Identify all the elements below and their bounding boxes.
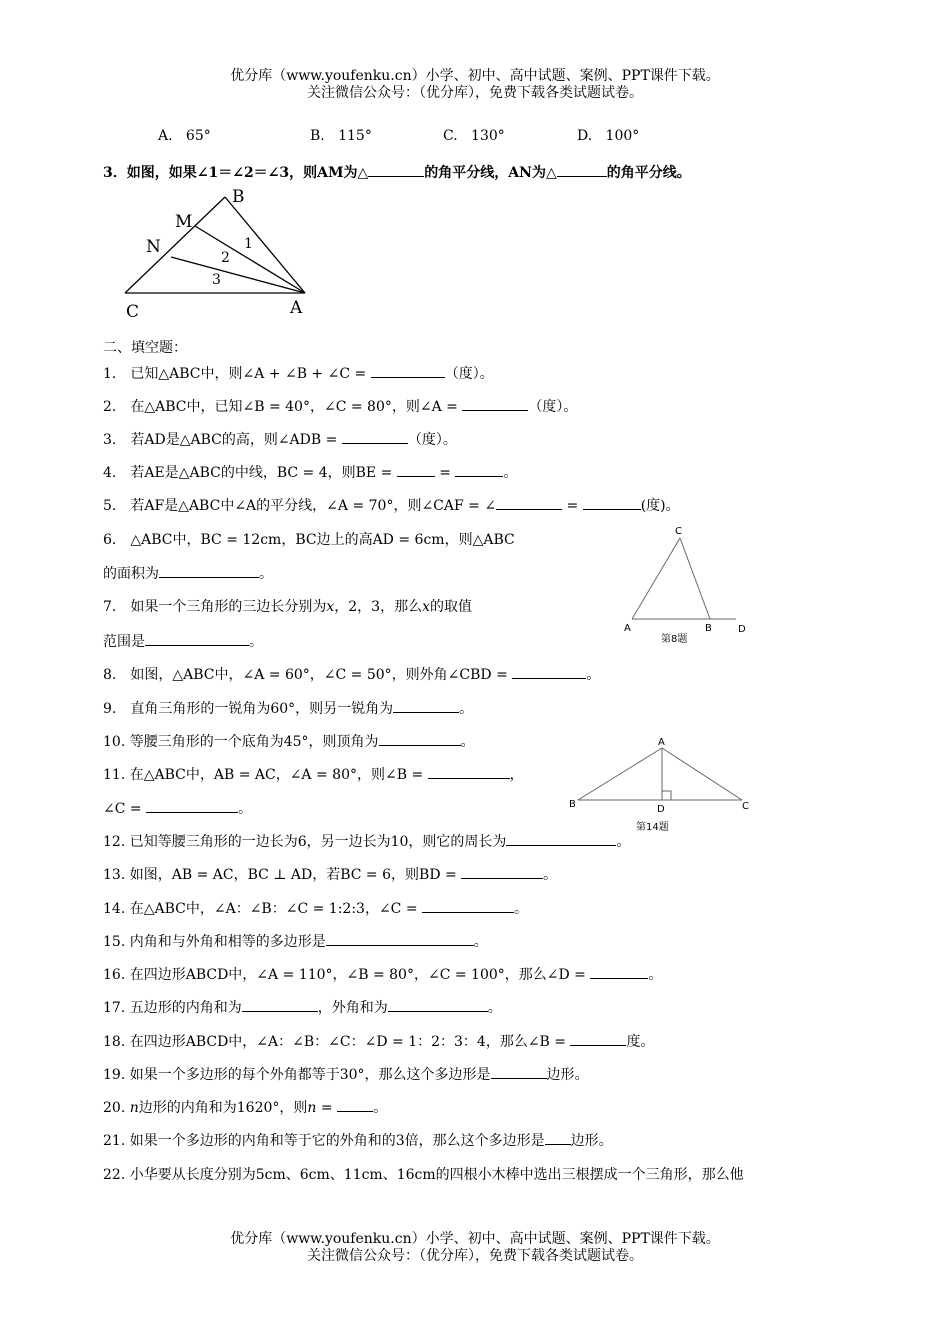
- section-title-fill-in: 二、填空题：: [103, 340, 187, 356]
- label-a: A: [658, 737, 665, 748]
- q-text: 14. 在△ABC中，∠A：∠B：∠C = 1:2:3，∠C =: [103, 901, 423, 917]
- q-text: 13. 如图，AB = AC，BC ⊥ AD，若BC = 6，则BD =: [103, 867, 462, 883]
- q-text: 11. 在△ABC中，AB = AC，∠A = 80°，则∠B =: [103, 767, 428, 783]
- choice-value: 130°: [471, 128, 505, 144]
- q-text: 。: [543, 867, 558, 883]
- q-text: 19. 如果一个多边形的每个外角都等于30°，那么这个多边形是: [103, 1067, 491, 1083]
- q-text: （度）。: [528, 399, 578, 415]
- q-text: 8. 如图，△ABC中，∠A = 60°，∠C = 50°，则外角∠CBD =: [103, 667, 513, 683]
- answer-blank[interactable]: [371, 365, 445, 378]
- q-text: 18. 在四边形ABCD中，∠A：∠B：∠C：∠D = 1：2：3：4，那么∠B =: [103, 1034, 571, 1050]
- variable-n: n: [129, 1100, 139, 1116]
- choice-letter: B.: [310, 128, 325, 144]
- fill-question-18: [103, 1031, 654, 1051]
- q-text: 12. 已知等腰三角形的一边长为6，另一边长为10，则它的周长为: [103, 834, 507, 850]
- label-c: C: [742, 801, 749, 812]
- fill-question-13: [103, 864, 557, 884]
- segment-an: [171, 257, 305, 293]
- answer-blank[interactable]: [491, 1066, 547, 1079]
- q-text: 。: [259, 566, 273, 582]
- answer-blank[interactable]: [545, 1132, 571, 1145]
- choice-letter: A.: [158, 128, 173, 144]
- answer-blank[interactable]: [512, 666, 586, 679]
- angle-label-3: 3: [212, 272, 221, 288]
- q-text: 范围是: [103, 634, 145, 650]
- q-text: 10. 等腰三角形的一个底角为45°，则顶角为: [103, 734, 379, 750]
- header-line-2: 关注微信公众号：（优分库），免费下载各类试题试卷。: [307, 85, 643, 101]
- right-angle-mark: [662, 791, 671, 800]
- fill-question-11-line-1: [103, 764, 524, 784]
- fill-question-16: [103, 964, 662, 984]
- fill-question-3: [103, 429, 457, 449]
- answer-blank[interactable]: [379, 733, 461, 746]
- q-text: 7. 如果一个三角形的三边长分别为: [103, 599, 327, 615]
- choice-a: [158, 128, 211, 144]
- choice-letter: D.: [577, 128, 593, 144]
- answer-blank[interactable]: [462, 398, 528, 411]
- fill-question-7-line-1: [103, 596, 472, 616]
- footer-line-2: 关注微信公众号：（优分库），免费下载各类试题试卷。: [307, 1248, 643, 1264]
- label-b: B: [232, 187, 245, 207]
- answer-blank[interactable]: [590, 966, 648, 979]
- fill-question-9: [103, 698, 473, 718]
- fill-question-22: 22. 小华要从长度分别为5cm、6cm、11cm、16cm的四根小木棒中选出三根摆成一个三角形，那么他: [103, 1167, 744, 1183]
- footer-line-1: 优分库（www.youfenku.cn）小学、初中、高中试题、案例、PPT课件下载。: [230, 1231, 720, 1247]
- q-text: ，外角和为: [317, 1000, 388, 1016]
- q-text: 。: [487, 1000, 502, 1016]
- variable-n: n: [307, 1100, 317, 1116]
- question-3-angle-bisector: [103, 162, 691, 182]
- q-text: 9. 直角三角形的一锐角为60°，则另一锐角为: [103, 701, 394, 717]
- q-text: 。: [648, 967, 663, 983]
- answer-blank[interactable]: [455, 464, 503, 477]
- label-d: D: [657, 804, 665, 815]
- q-text: ，: [509, 767, 524, 783]
- q-text: 。: [514, 901, 529, 917]
- answer-blank[interactable]: [326, 933, 474, 946]
- fill-question-21: [103, 1130, 613, 1150]
- label-d: D: [738, 624, 746, 635]
- choice-d: [577, 128, 639, 144]
- answer-blank[interactable]: [145, 633, 249, 646]
- choice-value: 65°: [185, 128, 211, 144]
- answer-blank[interactable]: [496, 497, 562, 510]
- q-text: 17. 五边形的内角和为: [103, 1000, 242, 1016]
- label-n: N: [146, 237, 161, 257]
- figure-q14-isosceles: [562, 732, 762, 836]
- q-text: ∠C =: [103, 801, 147, 817]
- q-text: 。: [459, 701, 474, 717]
- q-text: 边形的内角和为1620°，则: [138, 1100, 308, 1116]
- label-c: C: [675, 526, 682, 537]
- q-text: 边形。: [546, 1067, 589, 1083]
- choice-value: 100°: [605, 128, 640, 144]
- side-ac: [662, 748, 742, 800]
- choice-value: 115°: [338, 128, 372, 144]
- answer-blank[interactable]: [422, 900, 514, 913]
- figure-q8-triangle: [618, 520, 758, 648]
- q-text: 5. 若AF是△ABC中∠A的平分线，∠A = 70°，则∠CAF = ∠: [103, 498, 497, 514]
- fill-question-14: [103, 898, 528, 918]
- fill-question-4: [103, 462, 517, 482]
- q-text: 15. 内角和与外角和相等的多边形是: [103, 934, 326, 950]
- fill-question-5: [103, 495, 680, 515]
- angle-label-1: 1: [244, 236, 253, 252]
- label-b: B: [705, 623, 712, 634]
- q-text: 2. 在△ABC中，已知∠B = 40°，∠C = 80°，则∠A =: [103, 399, 463, 415]
- fill-question-6-line-1: 6. △ABC中，BC = 12cm，BC边上的高AD = 6cm，则△ABC: [103, 532, 515, 548]
- fill-question-15: [103, 931, 488, 951]
- q-text: 的取值: [430, 599, 472, 615]
- fill-question-7-line-2: [103, 631, 263, 651]
- fill-question-2: [103, 396, 577, 416]
- q-text: 。: [473, 934, 488, 950]
- q-text: 的面积为: [103, 566, 159, 582]
- figure-q3-triangle: [115, 185, 325, 325]
- q-text: =: [316, 1100, 338, 1116]
- fill-question-1: [103, 363, 494, 383]
- q-text: （度）。: [444, 366, 494, 382]
- variable-x: x: [326, 599, 335, 615]
- answer-blank[interactable]: [342, 431, 408, 444]
- answer-blank[interactable]: [461, 866, 543, 879]
- q-text: 。: [238, 801, 253, 817]
- q-text: 4. 若AE是△ABC的中线，BC = 4，则BE =: [103, 465, 397, 481]
- q-text: 1. 已知△ABC中，则∠A + ∠B + ∠C =: [103, 366, 371, 382]
- q-text: =: [562, 498, 583, 514]
- label-a: A: [290, 298, 303, 318]
- answer-blank[interactable]: [368, 164, 424, 177]
- label-a: A: [624, 623, 631, 634]
- figure-caption: 第14题: [636, 822, 669, 833]
- q3-part3: 的角平分线。: [606, 165, 691, 181]
- label-b: B: [569, 799, 576, 810]
- q-text: 16. 在四边形ABCD中，∠A = 110°，∠B = 80°，∠C = 100°，那么∠D =: [103, 967, 591, 983]
- q3-part1: 3．如图，如果∠1＝∠2＝∠3，则AM为△: [103, 165, 369, 181]
- q-text: =: [434, 465, 456, 481]
- answer-blank[interactable]: [557, 164, 607, 177]
- q-text: 边形。: [570, 1133, 613, 1149]
- fill-question-19: [103, 1064, 589, 1084]
- answer-blank[interactable]: [337, 1099, 373, 1112]
- choice-letter: C.: [443, 128, 458, 144]
- label-c: C: [126, 302, 140, 322]
- answer-blank[interactable]: [506, 833, 616, 846]
- q-text: 。: [503, 465, 518, 481]
- choice-c: [443, 128, 505, 144]
- fill-question-6-line-2: [103, 563, 273, 583]
- fill-question-8: [103, 664, 600, 684]
- fill-question-12: [103, 831, 630, 851]
- answer-blank[interactable]: [159, 565, 259, 578]
- figure-caption: 第8题: [661, 634, 688, 645]
- label-m: M: [175, 212, 193, 232]
- q-text: ，2，3，那么: [334, 599, 423, 615]
- side-ba: [225, 197, 305, 293]
- side-cb: [680, 538, 710, 619]
- q-text: 21. 如果一个多边形的内角和等于它的外角和的3倍，那么这个多边形是: [103, 1133, 545, 1149]
- q-text: 。: [586, 667, 601, 683]
- answer-blank[interactable]: [393, 700, 459, 713]
- header-line-1: 优分库（www.youfenku.cn）小学、初中、高中试题、案例、PPT课件下载。: [230, 68, 720, 84]
- q-text: 。: [616, 834, 631, 850]
- q-text: 20.: [103, 1100, 130, 1116]
- answer-blank[interactable]: [583, 497, 641, 510]
- q3-part2: 的角平分线，AN为△: [424, 165, 557, 181]
- choice-b: [310, 128, 372, 144]
- q-text: 。: [249, 634, 263, 650]
- q-text: 。: [373, 1100, 388, 1116]
- q-text: 度。: [626, 1034, 655, 1050]
- q-text: 。: [460, 734, 475, 750]
- side-ac: [632, 538, 680, 619]
- fill-question-17: [103, 997, 502, 1017]
- answer-blank[interactable]: [146, 800, 238, 813]
- q-text: （度）。: [407, 432, 457, 448]
- side-ba: [578, 748, 662, 800]
- answer-blank[interactable]: [388, 999, 488, 1012]
- q-text: 3. 若AD是△ABC的高，则∠ADB =: [103, 432, 342, 448]
- fill-question-10: [103, 731, 475, 751]
- fill-question-20: [103, 1097, 387, 1117]
- q-text: (度)。: [640, 498, 680, 514]
- answer-blank[interactable]: [428, 766, 510, 779]
- variable-x: x: [422, 599, 430, 615]
- angle-label-2: 2: [221, 250, 230, 266]
- answer-blank[interactable]: [570, 1033, 626, 1046]
- answer-blank[interactable]: [397, 464, 435, 477]
- answer-blank[interactable]: [242, 999, 318, 1012]
- fill-question-11-line-2: [103, 798, 252, 818]
